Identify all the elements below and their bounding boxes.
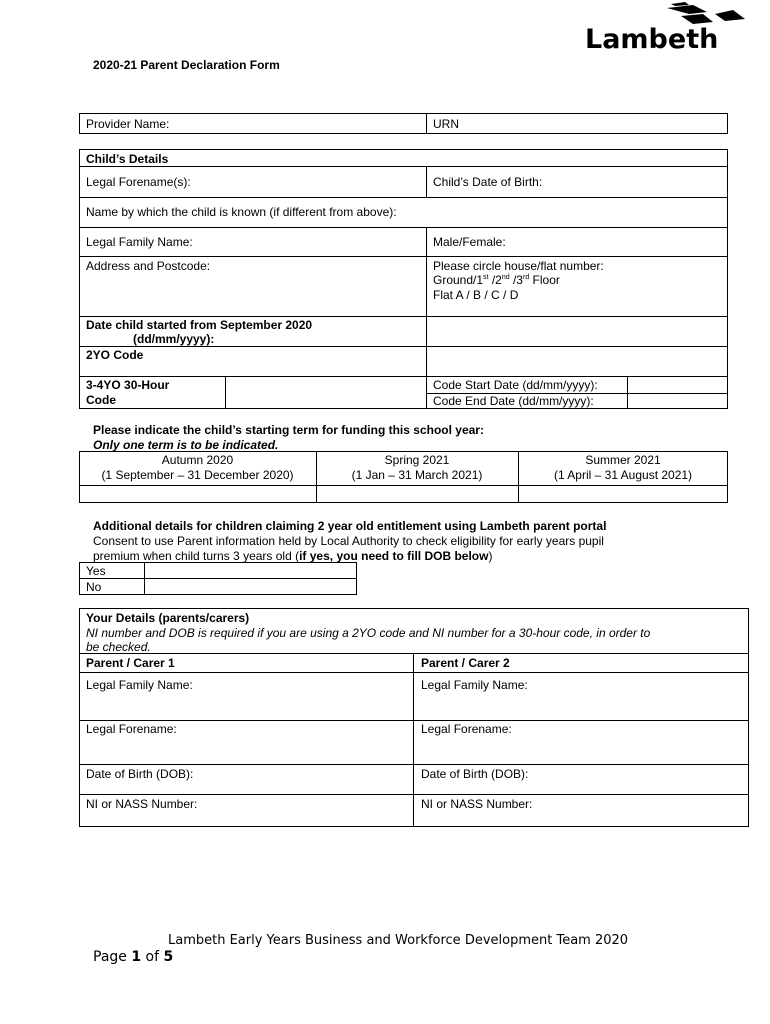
logo-text: Lambeth <box>585 24 719 55</box>
carer1-dob-label: Date of Birth (DOB): <box>86 767 194 781</box>
term-autumn-select-cell[interactable] <box>80 486 315 502</box>
consent-yes-cell[interactable] <box>145 563 356 577</box>
form-title: 2020-21 Parent Declaration Form <box>93 58 280 72</box>
term-summer-range: (1 April – 31 August 2021) <box>553 468 693 482</box>
term-note: Only one term is to be indicated. <box>93 438 279 452</box>
code-34yo-label: 3-4YO 30-Hour <box>86 378 170 392</box>
code-start-date-label: Code Start Date (dd/mm/yyyy): <box>433 378 598 392</box>
carer1-ni-label: NI or NASS Number: <box>86 797 198 811</box>
date-started-label: Date child started from September 2020 <box>86 318 313 332</box>
carer1-family-name-label: Legal Family Name: <box>86 678 193 692</box>
legal-forename-label: Legal Forename(s): <box>86 175 191 189</box>
term-autumn-range: (1 September – 31 December 2020) <box>101 468 294 482</box>
known-as-label: Name by which the child is known (if different from above): <box>86 205 397 219</box>
footer-page-number: Page 1 of 5 <box>93 949 174 965</box>
circle-house-label: Please circle house/flat number: <box>433 259 604 273</box>
code-2yo-label: 2YO Code <box>86 348 144 362</box>
carer2-forename-label: Legal Forename: <box>421 722 512 736</box>
consent-yes-label: Yes <box>86 564 106 578</box>
child-details-heading: Child’s Details <box>86 152 169 166</box>
floor-options: Ground/1st /2nd /3rd Floor <box>433 273 560 287</box>
carer2-heading: Parent / Carer 2 <box>421 656 510 670</box>
term-spring-name: Spring 2021 <box>384 453 450 467</box>
term-summer-name: Summer 2021 <box>585 453 661 467</box>
carer1-heading: Parent / Carer 1 <box>86 656 175 670</box>
date-started-format: (dd/mm/yyyy): <box>133 332 215 346</box>
parents-note-1: NI number and DOB is required if you are using a 2YO code and NI number for a 30-hour code, in order to <box>86 626 651 640</box>
parents-note-2: be checked. <box>86 640 151 654</box>
carer2-family-name-label: Legal Family Name: <box>421 678 528 692</box>
consent-no-cell[interactable] <box>145 579 356 594</box>
consent-text-1: Consent to use Parent information held by Local Authority to check eligibility for early years pupil <box>93 534 604 548</box>
address-label: Address and Postcode: <box>86 259 211 273</box>
code-end-date-label: Code End Date (dd/mm/yyyy): <box>433 394 594 408</box>
term-summer-select-cell[interactable] <box>519 486 727 502</box>
carer2-dob-label: Date of Birth (DOB): <box>421 767 529 781</box>
code-34yo-label-2: Code <box>86 393 116 407</box>
flat-options: Flat A / B / C / D <box>433 288 519 302</box>
provider-name-label: Provider Name: <box>86 117 170 131</box>
lambeth-logo <box>585 2 750 60</box>
gender-label: Male/Female: <box>433 235 506 249</box>
carer2-ni-label: NI or NASS Number: <box>421 797 533 811</box>
legal-family-name-label: Legal Family Name: <box>86 235 193 249</box>
term-spring-select-cell[interactable] <box>317 486 517 502</box>
two-year-heading: Additional details for children claiming 2 year old entitlement using Lambeth parent portal <box>93 519 607 533</box>
term-spring-range: (1 Jan – 31 March 2021) <box>351 468 483 482</box>
consent-no-label: No <box>86 580 102 594</box>
footer-team: Lambeth Early Years Business and Workforce Development Team 2020 <box>168 933 629 948</box>
provider-row <box>79 113 728 134</box>
carer1-forename-label: Legal Forename: <box>86 722 177 736</box>
parents-heading: Your Details (parents/carers) <box>86 611 250 625</box>
urn-label: URN <box>433 117 459 131</box>
term-autumn-name: Autumn 2020 <box>161 453 234 467</box>
child-dob-label: Child’s Date of Birth: <box>433 175 543 189</box>
consent-text-2: premium when child turns 3 years old (if yes, you need to fill DOB below) <box>93 549 493 563</box>
term-heading: Please indicate the child’s starting term for funding this school year: <box>93 423 484 437</box>
